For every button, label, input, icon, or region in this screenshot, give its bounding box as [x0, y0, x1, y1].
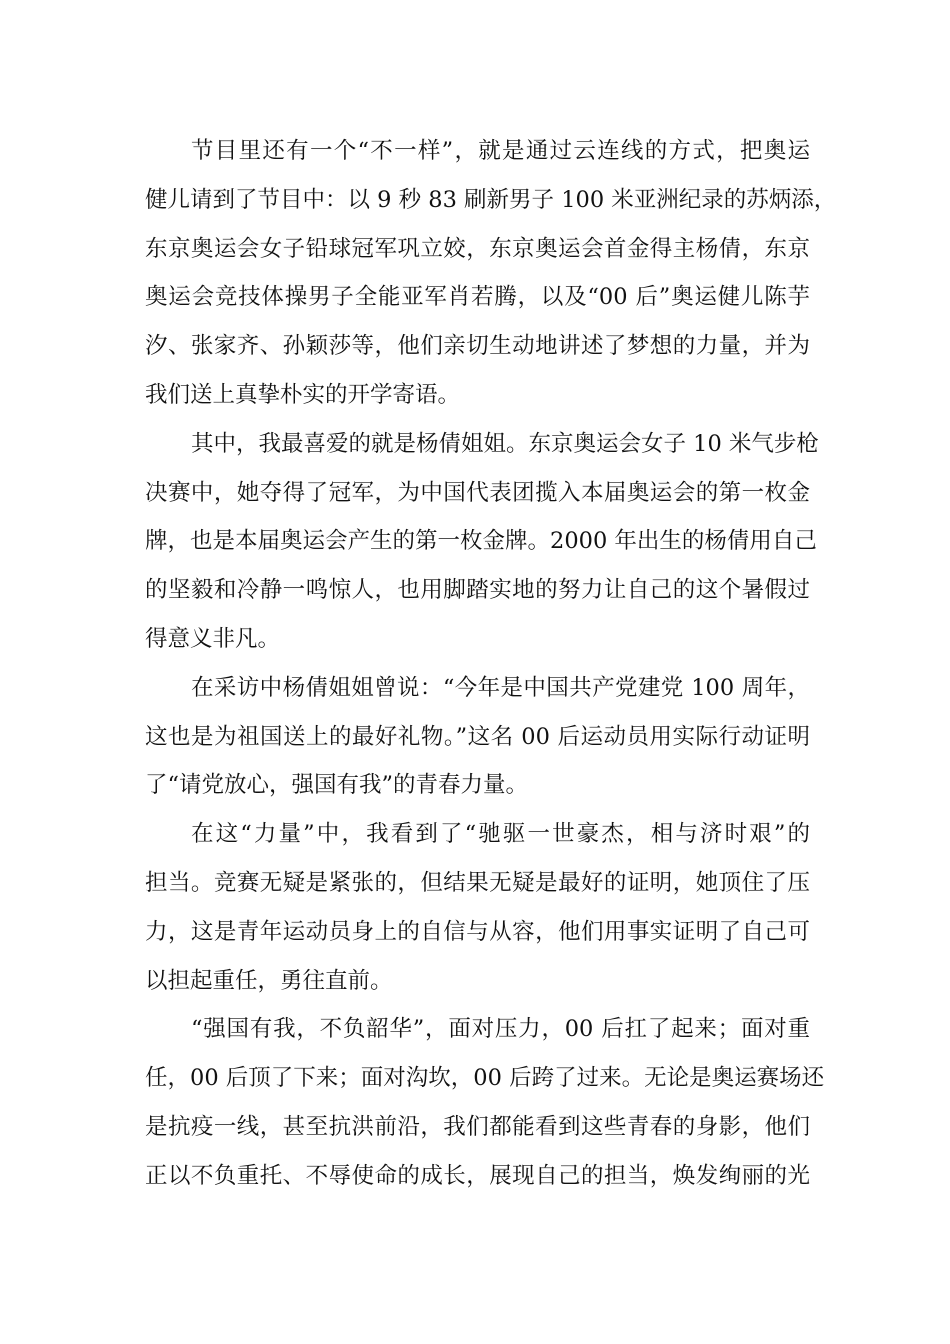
text-line: 决赛中，她夺得了冠军，为中国代表团揽入本届奥运会的第一枚金	[145, 479, 810, 506]
text-line: 健儿请到了节目中：以 9 秒 83 刷新男子 100 米亚洲纪录的苏炳添，	[145, 186, 837, 213]
text-line: 我们送上真挚朴实的开学寄语。	[145, 381, 461, 408]
text-line: 力，这是青年运动员身上的自信与从容，他们用事实证明了自己可	[145, 918, 810, 945]
text-line: 正以不负重托、不辱使命的成长，展现自己的担当，焕发绚丽的光	[145, 1162, 810, 1189]
text-line: 汐、张家齐、孙颖莎等，他们亲切生动地讲述了梦想的力量，并为	[145, 333, 810, 360]
text-line: 担当。竞赛无疑是紧张的，但结果无疑是最好的证明，她顶住了压	[145, 869, 810, 896]
text-line: “强国有我，不负韶华”，面对压力，00 后扛了起来；面对重	[191, 1016, 810, 1043]
paragraph-5	[145, 1005, 825, 1200]
text-line: 了“请党放心，强国有我”的青春力量。	[145, 772, 529, 799]
text-line: 在这“力量”中，我看到了“驰驱一世豪杰，相与济时艰”的	[191, 821, 810, 848]
text-line: 牌，也是本届奥运会产生的第一枚金牌。2000 年出生的杨倩用自己	[145, 528, 817, 555]
text-line: 以担起重任，勇往直前。	[145, 967, 393, 994]
text-line: 东京奥运会女子铅球冠军巩立姣，东京奥运会首金得主杨倩，东京	[145, 235, 810, 262]
paragraph-2	[145, 420, 819, 664]
paragraph-1	[145, 127, 837, 420]
text-line: 得意义非凡。	[145, 625, 281, 652]
body-text	[145, 127, 837, 1201]
text-line: 这也是为祖国送上的最好礼物。”这名 00 后运动员用实际行动证明	[145, 723, 810, 750]
paragraph-4	[145, 810, 810, 1005]
text-line: 节目里还有一个“不一样”，就是通过云连线的方式，把奥运	[191, 138, 810, 164]
text-line: 奥运会竞技体操男子全能亚军肖若腾，以及“00 后”奥运健儿陈芋	[145, 284, 810, 311]
text-line: 任，00 后顶了下来；面对沟坎，00 后跨了过来。无论是奥运赛场还	[145, 1065, 825, 1092]
text-line: 的坚毅和冷静一鸣惊人，也用脚踏实地的努力让自己的这个暑假过	[145, 577, 810, 604]
paragraph-3	[145, 664, 810, 810]
text-line: 是抗疫一线，甚至抗洪前沿，我们都能看到这些青春的身影，他们	[145, 1113, 810, 1140]
text-line: 在采访中杨倩姐姐曾说：“今年是中国共产党建党 100 周年，	[191, 674, 810, 701]
text-line: 其中，我最喜爱的就是杨倩姐姐。东京奥运会女子 10 米气步枪	[191, 430, 819, 457]
